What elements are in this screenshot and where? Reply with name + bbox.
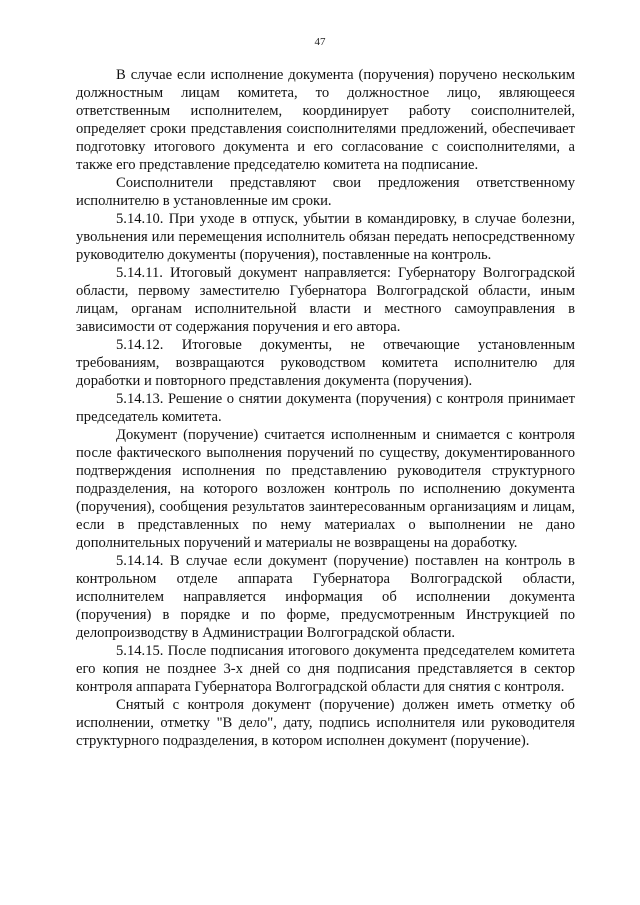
paragraph-5-14-15: 5.14.15. После подписания итогового документа председателем комитета его копия не позднее 3-х дней со дня подписания представляется в сектор контроля аппарата Губернатора Волгоградской области для снятия с контроля. (76, 643, 575, 695)
paragraph-removal-marks: Снятый с контроля документ (поручение) должен иметь отметку об исполнении, отметку "В дело", дату, подпись исполнителя или руководителя структурного подразделения, в котором исполнен документ (поручение). (76, 697, 575, 749)
paragraph-5-14-12: 5.14.12. Итоговые документы, не отвечающие установленным требованиям, возвращаются руководством комитета исполнителю для доработки и повторного представления документа (поручения). (76, 337, 575, 389)
paragraph-coexecutors-coordination: В случае если исполнение документа (поручения) поручено нескольким должностным лицам комитета, то должностное лицо, являющееся ответственным исполнителем, координирует работу соисполнителей, определяет сроки представления соисполнителями предложений, обеспечивает подготовку итогового документа и его согласование с соисполнителями, а также его представление председателю комитета на подписание. (76, 67, 575, 173)
document-body (76, 66, 575, 750)
page-number: 47 (314, 36, 326, 48)
paragraph-document-completion: Документ (поручение) считается исполненным и снимается с контроля после фактического выполнения поручений по существу, документированного подтверждения исполнения по представлению руководителя структурного подразделения, на которого возложен контроль по исполнению документа (поручения), сообщения результатов заинтересованным организациям и лицам, если в представленных по нему материалах о выполнении не дано дополнительных поручений и материалы не возвращены на доработку. (76, 427, 575, 551)
paragraph-5-14-13: 5.14.13. Решение о снятии документа (поручения) с контроля принимает председатель комитета. (76, 391, 575, 425)
paragraph-5-14-14: 5.14.14. В случае если документ (поручение) поставлен на контроль в контрольном отделе аппарата Губернатора Волгоградской области, исполнителем направляется информация об исполнении документа (поручения) в порядке и по форме, предусмотренным Инструкцией по делопроизводству в Администрации Волгоградской области. (76, 553, 575, 641)
paragraph-coexecutors-proposals: Соисполнители представляют свои предложения ответственному исполнителю в установленные им сроки. (76, 175, 575, 209)
paragraph-5-14-10: 5.14.10. При уходе в отпуск, убытии в командировку, в случае болезни, увольнения или перемещения исполнитель обязан передать непосредственному руководителю документы (поручения), поставленные на контроль. (76, 211, 575, 263)
paragraph-5-14-11: 5.14.11. Итоговый документ направляется: Губернатору Волгоградской области, первому заместителю Губернатора Волгоградской области, иным лицам, органам исполнительной власти и местного самоуправления в зависимости от содержания поручения и его автора. (76, 265, 575, 335)
